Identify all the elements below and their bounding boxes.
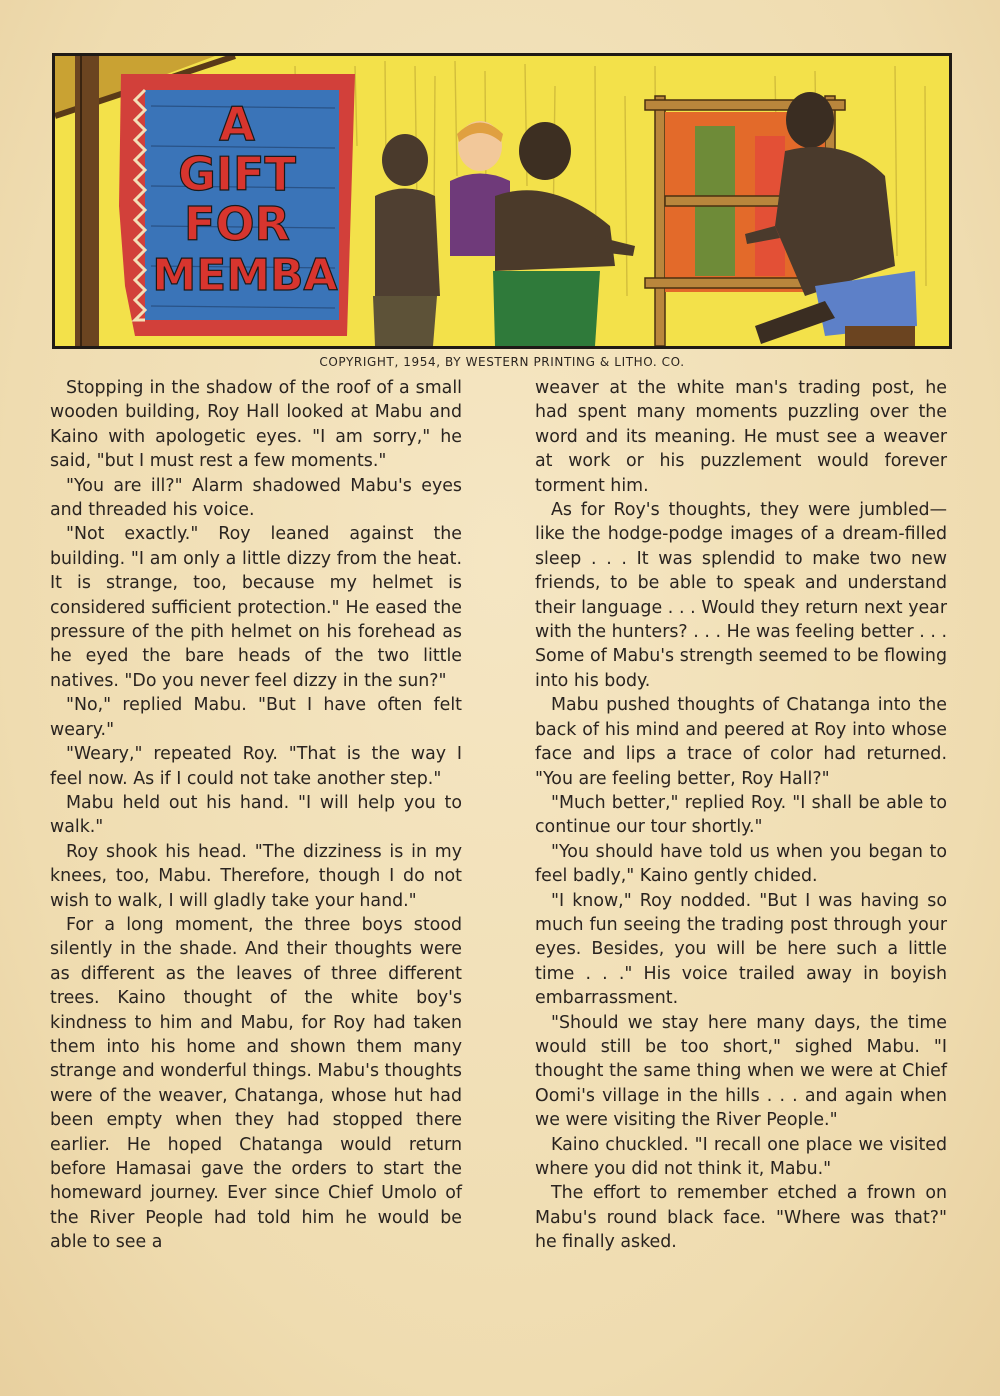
title-line-3: FOR — [184, 197, 290, 251]
paragraph: As for Roy's thoughts, they were jumbled—like the hodge-podge images of a dream-filled sleep . . . It was splendid to make two new friends, to be able to speak and understand their language . . . Would they return next year with the hunters? . . . He was feeling better . . . Some of Mabu's strength seemed to be flowing into his body. — [535, 500, 947, 691]
paragraph: The effort to remember etched a frown on Mabu's round black face. "Where was that?" he finally asked. — [535, 1183, 947, 1253]
paragraph: Stopping in the shadow of the roof of a small wooden building, Roy Hall looked at Mabu and Kaino with apologetic eyes. "I am sorry," he said, "but I must rest a few moments." — [50, 378, 462, 472]
text-column-right — [535, 376, 947, 1255]
paragraph: "Should we stay here many days, the time would still be too short," sighed Mabu. "I thought the same thing when we were at Chief Oomi's village in the hills . . . and again when we were visiting the River People." — [535, 1012, 947, 1131]
paragraph: "No," replied Mabu. "But I have often felt weary." — [50, 695, 462, 740]
title-illustration-panel — [52, 53, 952, 349]
paragraph: Mabu held out his hand. "I will help you to walk." — [50, 792, 462, 838]
title-line-1: A — [219, 97, 255, 151]
paragraph: "I know," Roy nodded. "But I was having so much fun seeing the trading post through your eyes. Besides, you will be here such a little time . . ." His voice trailed away in boyish embarrassment. — [535, 890, 947, 1009]
paragraph: Kaino chuckled. "I recall one place we visited where you did not think it, Mabu." — [535, 1134, 947, 1179]
paragraph: For a long moment, the three boys stood silently in the shade. And their thoughts were as different as the leaves of three different trees. Kaino thought of the white boy's kindness to him and Mabu, for Roy had taken them into his home and shown them many strange and wonderful things. Mabu's thoughts were of the weaver, Chatanga, whose hut had been empty when they had stopped there earlier. He hoped Chatanga would return before Hamasai gave the orders to start the homeward journey. Ever since Chief Umolo of the River People had told him he would be able to see a — [50, 914, 462, 1253]
title-line-2: GIFT — [178, 147, 296, 201]
copyright-notice: COPYRIGHT, 1954, BY WESTERN PRINTING & LITHO. CO. — [319, 355, 685, 369]
paragraph: "Weary," repeated Roy. "That is the way I feel now. As if I could not take another step." — [50, 744, 462, 789]
paragraph: Roy shook his head. "The dizziness is in my knees, too, Mabu. Therefore, though I do not wish to walk, I will gladly take your hand." — [50, 841, 462, 911]
paragraph: "You are ill?" Alarm shadowed Mabu's eyes and threaded his voice. — [50, 475, 462, 521]
text-column-left — [50, 376, 462, 1255]
paragraph: "You should have told us when you began to feel badly," Kaino gently chided. — [535, 841, 947, 887]
paragraph: "Much better," replied Roy. "I shall be able to continue our tour shortly." — [535, 792, 947, 838]
title-line-4: MEMBA — [152, 250, 338, 301]
paragraph: Mabu pushed thoughts of Chatanga into the back of his mind and peered at Roy into whose face and lips a trace of color had returned. "You are feeling better, Roy Hall?" — [535, 695, 947, 789]
illustration — [55, 56, 949, 346]
paragraph: weaver at the white man's trading post, he had spent many moments puzzling over the word and its meaning. He must see a weaver at work or his puzzlement would forever torment him. — [535, 378, 947, 496]
paragraph: "Not exactly." Roy leaned against the building. "I am only a little dizzy from the heat. It is strange, too, because my helmet is considered sufficient protection." He eased the pressure of the pith helmet on his forehead as he eyed the bare heads of the two little natives. "Do you never feel dizzy in the sun?" — [50, 524, 462, 691]
